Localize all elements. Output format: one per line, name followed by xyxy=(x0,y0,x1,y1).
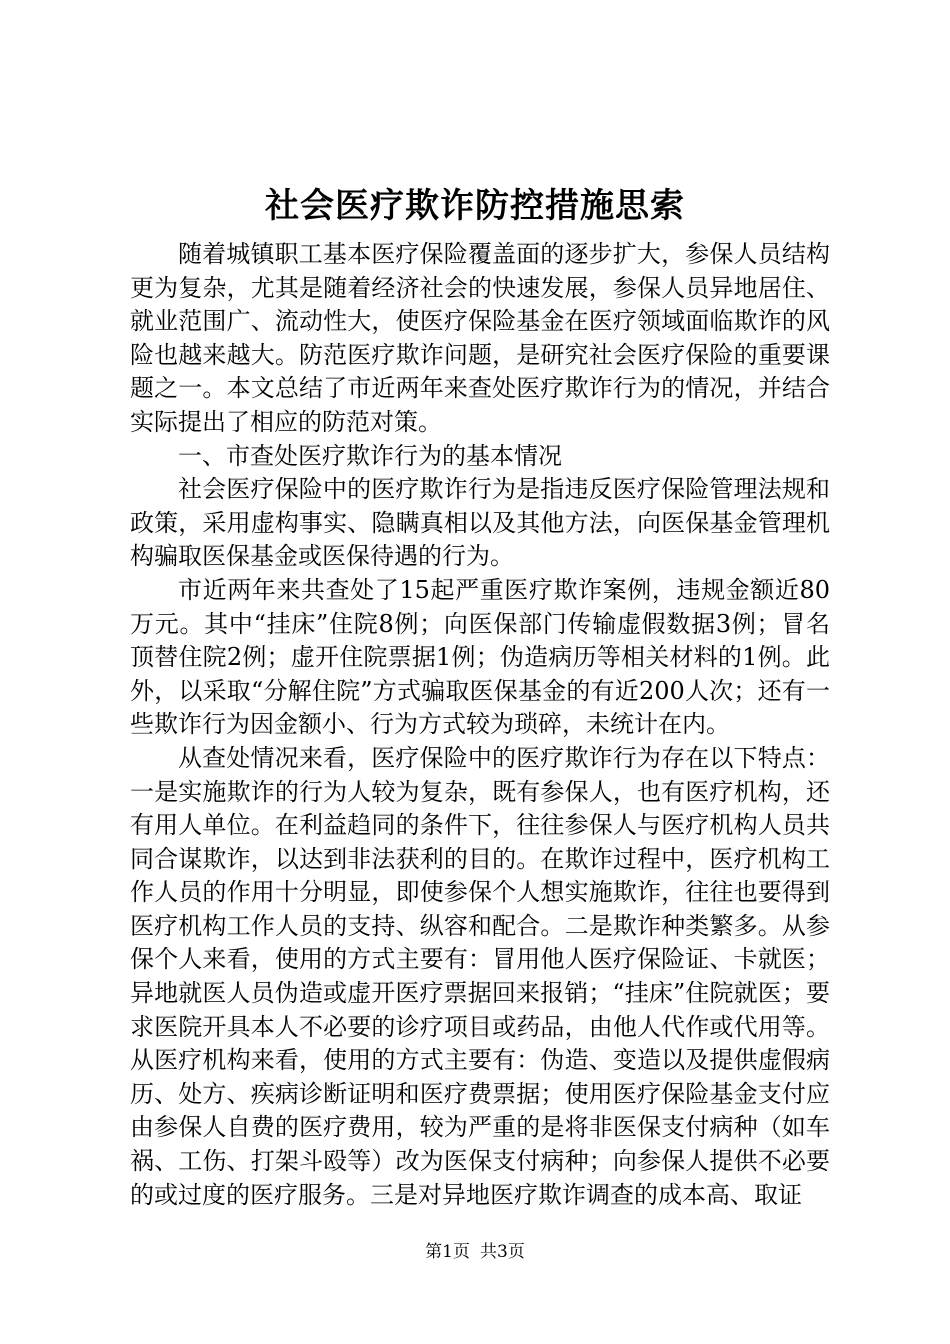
page-total: 共3页 xyxy=(480,1242,525,1262)
page-footer xyxy=(0,1240,950,1264)
document-body xyxy=(130,238,830,1212)
paragraph-definition: 社会医疗保险中的医疗欺诈行为是指违反医疗保险管理法规和政策，采用虚构事实、隐瞒真相以及其他方法，向医保基金管理机构骗取医保基金或医保待遇的行为。 xyxy=(130,475,830,571)
section-heading-1: 一、市查处医疗欺诈行为的基本情况 xyxy=(178,441,562,470)
page-number: 第1页 xyxy=(425,1242,470,1262)
paragraph-characteristics: 从查处情况来看，医疗保险中的医疗欺诈行为存在以下特点：一是实施欺诈的行为人较为复杂，既有参保人，也有医疗机构，还有用人单位。在利益趋同的条件下，往往参保人与医疗机构人员共同合谋欺诈，以达到非法获利的目的。在欺诈过程中，医疗机构工作人员的作用十分明显，即使参保个人想实施欺诈，往往也要得到医疗机构工作人员的支持、纵容和配合。二是欺诈种类繁多。从参保个人来看，使用的方式主要有：冒用他人医疗保险证、卡就医；异地就医人员伪造或虚开医疗票据回来报销；“挂床”住院就医；要求医院开具本人不必要的诊疗项目或药品，由他人代作或代用等。从医疗机构来看，使用的方式主要有：伪造、变造以及提供虚假病历、处方、疾病诊断证明和医疗费票据；使用医疗保险基金支付应由参保人自费的医疗费用，较为严重的是将非医保支付病种（如车祸、工伤、打架斗殴等）改为医保支付病种；向参保人提供不必要的或过度的医疗服务。三是对异地医疗欺诈调查的成本高、取证 xyxy=(130,743,830,1209)
document-title: 社会医疗欺诈防控措施思索 xyxy=(265,186,685,226)
paragraph-intro: 随着城镇职工基本医疗保险覆盖面的逐步扩大，参保人员结构更为复杂，尤其是随着经济社会的快速发展，参保人员异地居住、就业范围广、流动性大，使医疗保险基金在医疗领域面临欺诈的风险也越来越大。防范医疗欺诈问题，是研究社会医疗保险的重要课题之一。本文总结了市近两年来查处医疗欺诈行为的情况，并结合实际提出了相应的防范对策。 xyxy=(130,240,830,436)
paragraph-cases: 市近两年来共查处了15起严重医疗欺诈案例，违规金额近80万元。其中“挂床”住院8例；向医保部门传输虚假数据3例；冒名顶替住院2例；虚开住院票据1例；伪造病历等相关材料的1例。此外，以采取“分解住院”方式骗取医保基金的有近200人次；还有一些欺诈行为因金额小、行为方式较为琐碎，未统计在内。 xyxy=(130,575,830,739)
